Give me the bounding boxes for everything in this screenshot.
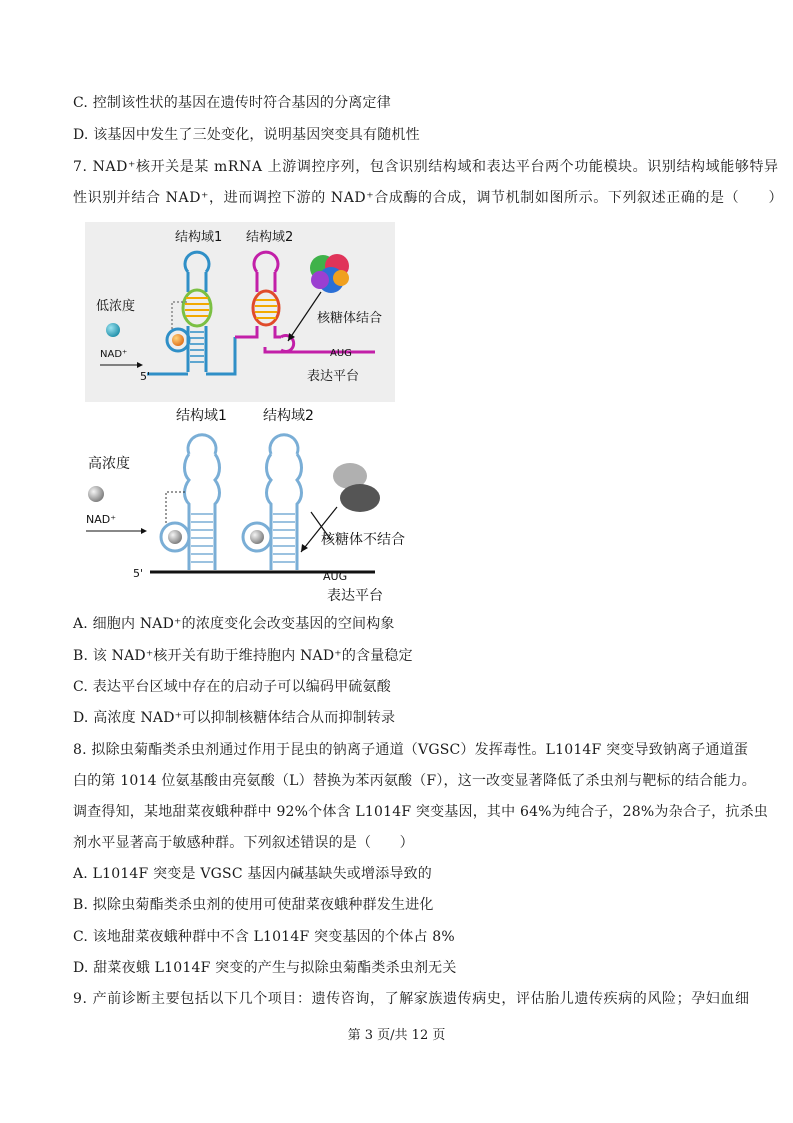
bottom-nad-label: NAD⁺: [86, 513, 117, 526]
bottom-aug-label: AUG: [323, 570, 348, 583]
page-footer: 第 3 页/共 12 页: [347, 1028, 446, 1043]
top-domain1-label: 结构域1: [175, 230, 223, 245]
bottom-domain2-label: 结构域2: [263, 408, 314, 424]
q7-option-d: D. 高浓度 NAD⁺可以抑制核糖体结合从而抑制转录: [73, 710, 396, 726]
top-aug-label: AUG: [330, 348, 352, 359]
bottom-nad-molecule: [88, 486, 104, 502]
q8-stem-line1: 8. 拟除虫菊酯类杀虫剂通过作用于昆虫的钠离子通道（VGSC）发挥毒性。L1014F 突变导致钠离子通道蛋: [73, 742, 749, 758]
top-nad-label: NAD⁺: [100, 349, 128, 360]
bottom-concentration-label: 高浓度: [88, 456, 130, 472]
bottom-five-prime: 5': [133, 567, 144, 580]
q6-option-d: D. 该基因中发生了三处变化，说明基因突变具有随机性: [73, 127, 420, 143]
top-ribosome-label: 核糖体结合: [317, 311, 383, 326]
q7-option-b: B. 该 NAD⁺核开关有助于维持胞内 NAD⁺的含量稳定: [73, 648, 413, 664]
q7-stem-line1: 7. NAD⁺核开关是某 mRNA 上游调控序列，包含识别结构域和表达平台两个功能模块。识别结构域能够特异: [73, 159, 779, 175]
q8-option-b: B. 拟除虫菊酯类杀虫剂的使用可使甜菜夜蛾种群发生进化: [73, 897, 434, 913]
q7-stem-line2: 性识别并结合 NAD⁺，进而调控下游的 NAD⁺合成酶的合成，调节机制如图所示。下列叙述正确的是（ ）: [73, 190, 784, 206]
q9-stem-line1: 9. 产前诊断主要包括以下几个项目：遗传咨询，了解家族遗传病史，评估胎儿遗传疾病的风险；孕妇血细: [73, 991, 750, 1007]
q8-stem-line4: 剂水平显著高于敏感种群。下列叙述错误的是（ ）: [73, 835, 414, 851]
top-nad-molecule: [106, 323, 120, 337]
q7-option-c: C. 表达平台区域中存在的启动子可以编码甲硫氨酸: [73, 679, 391, 695]
bottom-ribosome-label: 核糖体不结合: [321, 532, 405, 548]
top-domain2-label: 结构域2: [246, 230, 294, 245]
bottom-platform-label: 表达平台: [327, 588, 383, 604]
q8-stem-line3: 调查得知，某地甜菜夜蛾种群中 92%个体含 L1014F 突变基因，其中 64%为纯合子，28%为杂合子，抗杀虫: [73, 804, 768, 820]
q8-stem-line2: 白的第 1014 位氨基酸由亮氨酸（L）替换为苯丙氨酸（F），这一改变显著降低了杀虫剂与靶标的结合能力。: [73, 773, 756, 789]
q8-option-c: C. 该地甜菜夜蛾种群中不含 L1014F 突变基因的个体占 8%: [73, 929, 455, 945]
q7-option-a: A. 细胞内 NAD⁺的浓度变化会改变基因的空间构象: [73, 616, 395, 632]
top-five-prime: 5': [140, 370, 151, 383]
q8-option-d: D. 甜菜夜蛾 L1014F 突变的产生与拟除虫菊酯类杀虫剂无关: [73, 960, 457, 976]
q6-option-c: C. 控制该性状的基因在遗传时符合基因的分离定律: [73, 95, 391, 111]
top-concentration-label: 低浓度: [96, 299, 136, 314]
riboswitch-figure: [85, 222, 405, 614]
top-platform-label: 表达平台: [307, 369, 360, 384]
q8-option-a: A. L1014F 突变是 VGSC 基因内碱基缺失或增添导致的: [73, 866, 432, 882]
bottom-domain1-label: 结构域1: [176, 408, 227, 424]
